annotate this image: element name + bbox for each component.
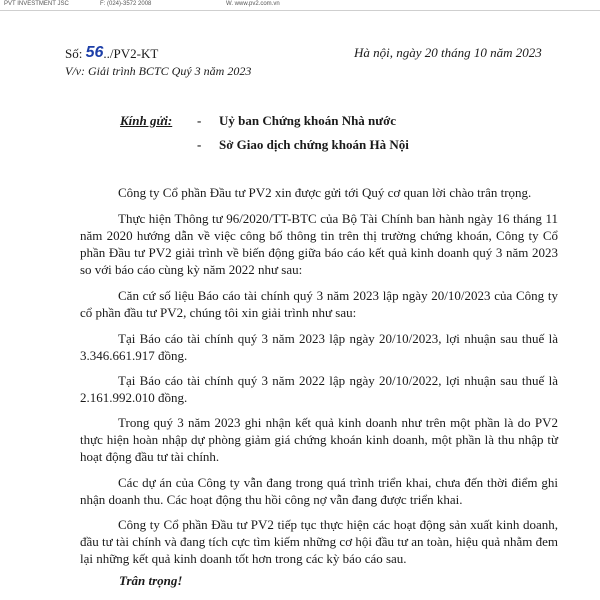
document-number-handwritten: 56 bbox=[85, 44, 104, 61]
body-paragraph: Căn cứ số liệu Báo cáo tài chính quý 3 năm 2023 lập ngày 20/10/2023 của Công ty cổ phần đầu tư PV2, chúng tôi xin giải trình như sau: bbox=[80, 288, 558, 320]
document-number bbox=[65, 45, 158, 63]
letterhead-phone: F: (024)-3572 2008 bbox=[100, 1, 152, 7]
closing-salutation: Trân trọng! bbox=[119, 573, 183, 588]
recipient-item: - Uỷ ban Chứng khoán Nhà nước bbox=[197, 113, 397, 128]
body-paragraph: Thực hiện Thông tư 96/2020/TT-BTC của Bộ Tài Chính ban hành ngày 16 tháng 11 năm 2020 hướng dẫn về việc công bố thông tin trên thị trường chứng khoán, Công ty Cổ phần Đầu tư PV2 giải trình về biến động giữa báo cáo kết quả kinh doanh quý 3 năm 2023 so với báo cáo cùng kỳ năm 2022 như sau: bbox=[80, 211, 558, 277]
letterhead-website: W. www.pv2.com.vn bbox=[226, 1, 280, 7]
letterhead-company: PVT INVESTMENT JSC bbox=[4, 1, 69, 7]
body-paragraph: Công ty Cổ phần Đầu tư PV2 xin được gửi tới Quý cơ quan lời chào trân trọng. bbox=[118, 185, 532, 200]
document-subject: V/v: Giải trình BCTC Quý 3 năm 2023 bbox=[65, 64, 252, 78]
recipient-item: - Sở Giao dịch chứng khoán Hà Nội bbox=[197, 137, 409, 152]
body-paragraph: Tại Báo cáo tài chính quý 3 năm 2022 lập ngày 20/10/2022, lợi nhuận sau thuế là 2.161.992.010 đồng. bbox=[80, 373, 558, 405]
recipients-label: Kính gửi: bbox=[120, 113, 173, 128]
letterhead-divider bbox=[0, 10, 600, 11]
document-number-prefix: Số: bbox=[65, 46, 86, 61]
body-paragraph: Tại Báo cáo tài chính quý 3 năm 2023 lập ngày 20/10/2023, lợi nhuận sau thuế là 3.346.661.917 đồng. bbox=[80, 331, 558, 363]
recipient-name: Sở Giao dịch chứng khoán Hà Nội bbox=[219, 137, 409, 152]
body-paragraph: Trong quý 3 năm 2023 ghi nhận kết quả kinh doanh như trên một phần là do PV2 thực hiện hoàn nhập dự phòng giảm giá chứng khoán kinh doanh, một phần là thu nhập từ hoạt động đầu tư tài chính. bbox=[80, 415, 558, 464]
body-paragraph: Các dự án của Công ty vẫn đang trong quá trình triển khai, chưa đến thời điểm ghi nhận doanh thu. Các hoạt động thu hồi công nợ vẫn đang được triển khai. bbox=[80, 475, 558, 507]
body-paragraph: Công ty Cổ phần Đầu tư PV2 tiếp tục thực hiện các hoạt động sản xuất kinh doanh, đầu tư tài chính và đang tích cực tìm kiếm những cơ hội đầu tư an toàn, hiệu quả nhằm đem lại những kết quả kinh doanh tốt hơn trong các kỳ báo cáo sau. bbox=[80, 517, 558, 566]
document-number-suffix: ../PV2-KT bbox=[103, 46, 159, 61]
recipient-name: Uỷ ban Chứng khoán Nhà nước bbox=[219, 113, 397, 128]
letterhead-strip bbox=[0, 0, 600, 12]
place-date: Hà nội, ngày 20 tháng 10 năm 2023 bbox=[354, 45, 542, 60]
document-reference-line bbox=[65, 45, 565, 65]
